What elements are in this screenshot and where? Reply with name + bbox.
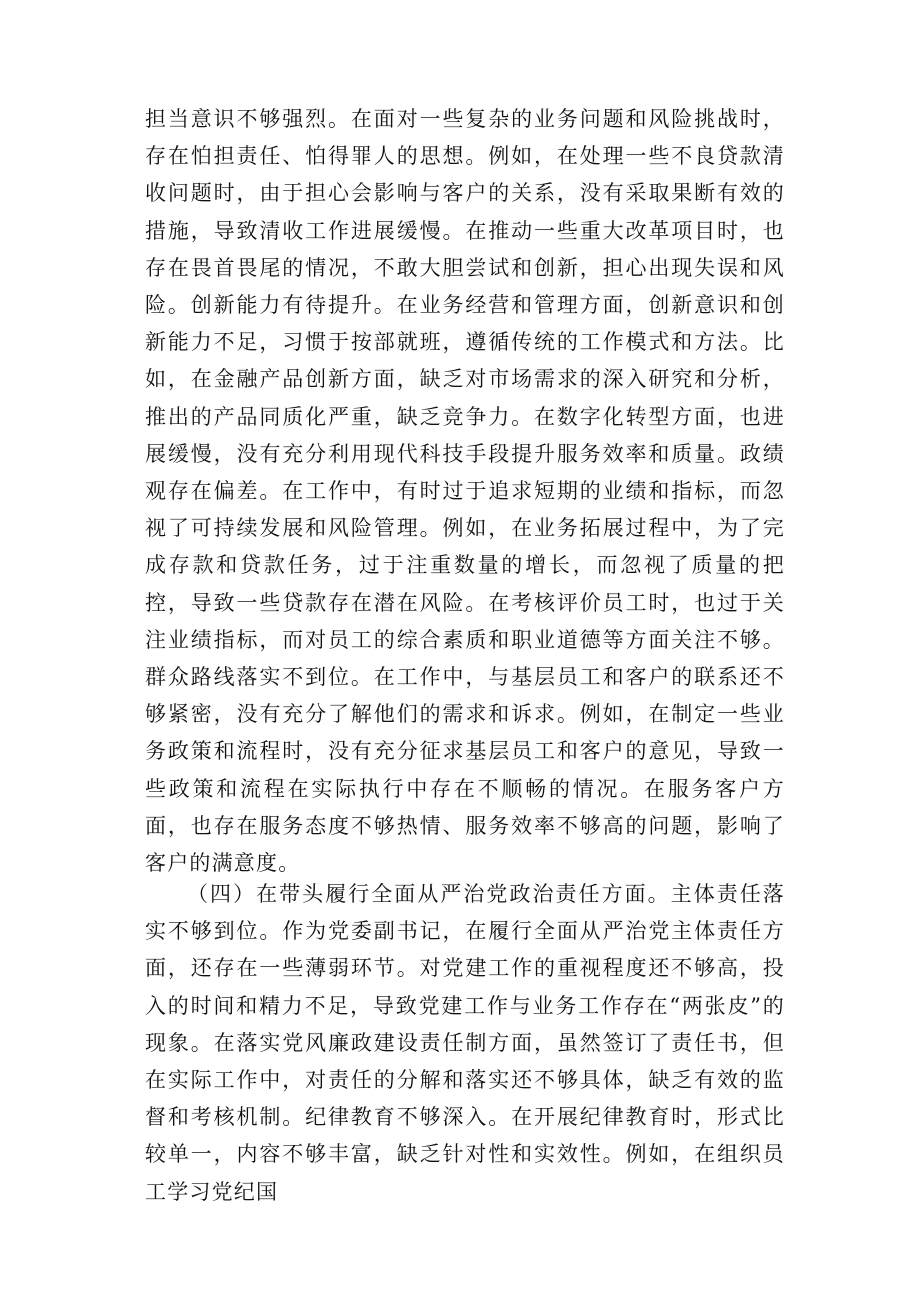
paragraph-section-four: （四）在带头履行全面从严治党政治责任方面。主体责任落实不够到位。作为党委副书记，在履行全面从严治党主体责任方面，还存在一些薄弱环节。对党建工作的重视程度还不够高，投入的时间和精力不足，导致党建工作与业务工作存在“两张皮”的现象。在落实党风廉政建设责任制方面，虽然签订了责任书，但在实际工作中，对责任的分解和落实还不够具体，缺乏有效的监督和考核机制。纪律教育不够深入。在开展纪律教育时，形式比较单一，内容不够丰富，缺乏针对性和实效性。例如，在组织员工学习党纪国	[145, 882, 785, 1204]
paragraph-continued: 担当意识不够强烈。在面对一些复杂的业务问题和风险挑战时，存在怕担责任、怕得罪人的思想。例如，在处理一些不良贷款清收问题时，由于担心会影响与客户的关系，没有采取果断有效的措施，导致清收工作进展缓慢。在推动一些重大改革项目时，也存在畏首畏尾的情况，不敢大胆尝试和创新，担心出现失误和风险。创新能力有待提升。在业务经营和管理方面，创新意识和创新能力不足，习惯于按部就班，遵循传统的工作模式和方法。比如，在金融产品创新方面，缺乏对市场需求的深入研究和分析，推出的产品同质化严重，缺乏竞争力。在数字化转型方面，也进展缓慢，没有充分利用现代科技手段提升服务效率和质量。政绩观存在偏差。在工作中，有时过于追求短期的业绩和指标，而忽视了可持续发展和风险管理。例如，在业务拓展过程中，为了完成存款和贷款任务，过于注重数量的增长，而忽视了质量的把控，导致一些贷款存在潜在风险。在考核评价员工时，也过于关注业绩指标，而对员工的综合素质和职业道德等方面关注不够。群众路线落实不到位。在工作中，与基层员工和客户的联系还不够紧密，没有充分了解他们的需求和诉求。例如，在制定一些业务政策和流程时，没有充分征求基层员工和客户的意见，导致一些政策和流程在实际执行中存在不顺畅的情况。在服务客户方面，也存在服务态度不够热情、服务效率不够高的问题，影响了客户的满意度。	[145, 107, 785, 876]
